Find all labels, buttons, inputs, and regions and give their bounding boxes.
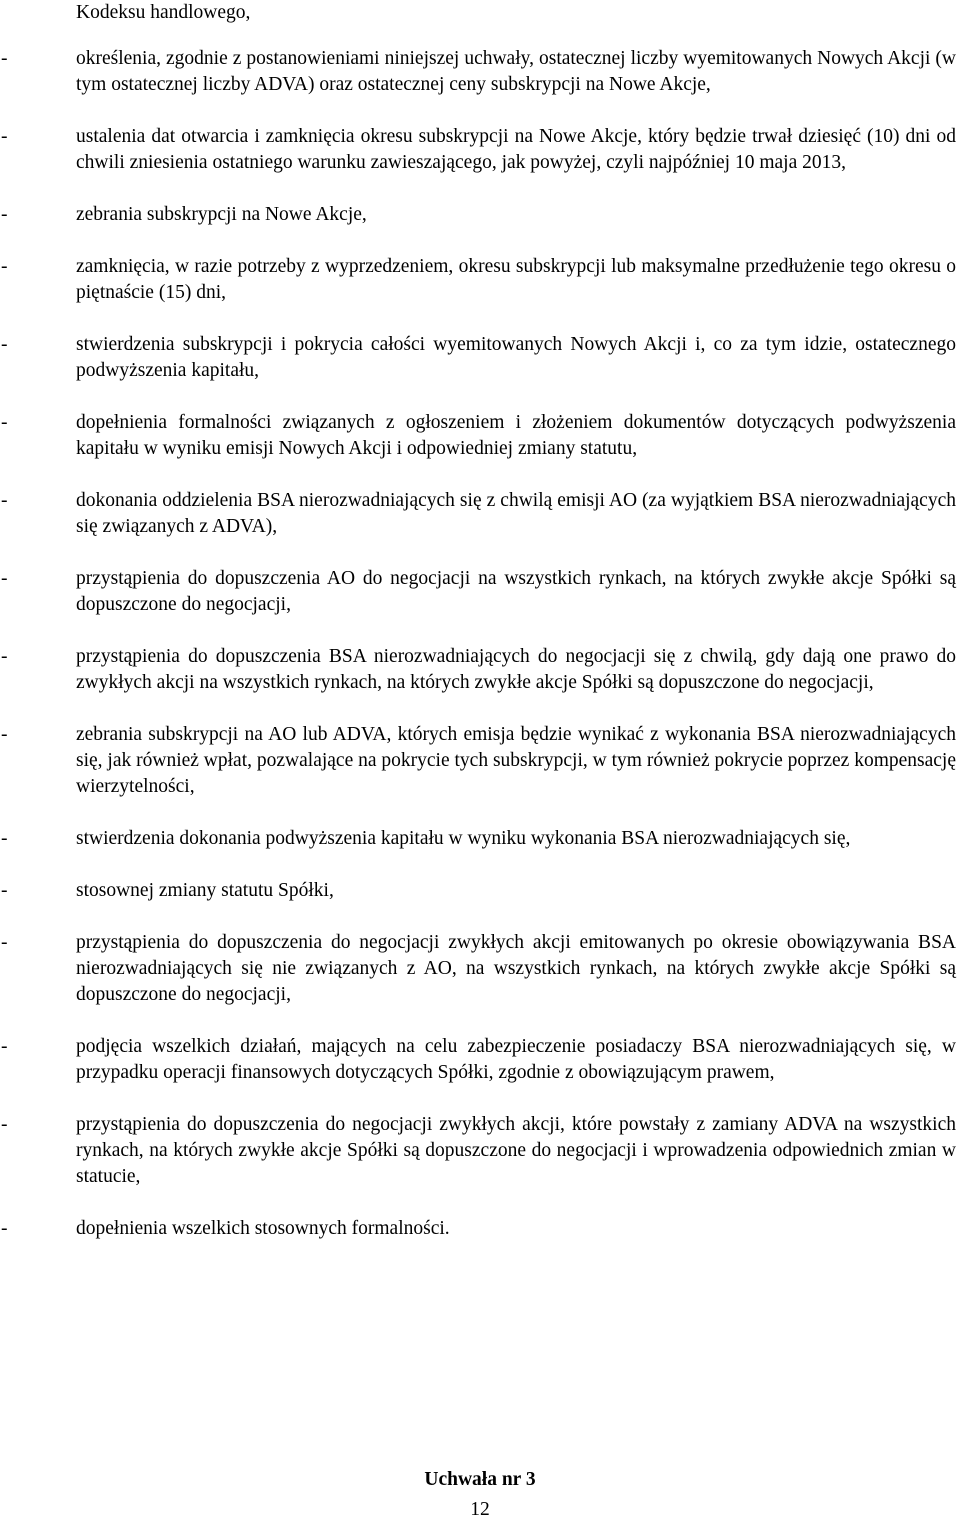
list-dash: - — [1, 412, 8, 433]
authorization-list — [0, 46, 960, 1268]
list-item-text: przystąpienia do dopuszczenia AO do negocjacji na wszystkich rynkach, na których zwykłe akcje Spółki są dopuszczone do negocjacji, — [76, 568, 956, 615]
list-item — [0, 826, 960, 852]
list-dash: - — [1, 490, 8, 511]
intro-line: Kodeksu handlowego, — [76, 2, 251, 23]
list-dash: - — [1, 646, 8, 667]
list-dash: - — [1, 1036, 8, 1057]
list-dash: - — [1, 828, 8, 849]
list-item-text: stwierdzenia subskrypcji i pokrycia całości wyemitowanych Nowych Akcji i, co za tym idzie, ostatecznego podwyższenia kapitału, — [76, 334, 956, 381]
list-dash: - — [1, 932, 8, 953]
list-item — [0, 46, 960, 98]
list-item-text: dokonania oddzielenia BSA nierozwadniających się z chwilą emisji AO (za wyjątkiem BSA nierozwadniających się związanych z ADVA), — [76, 490, 956, 537]
list-item — [0, 1034, 960, 1086]
list-item — [0, 124, 960, 176]
list-item — [0, 332, 960, 384]
list-item — [0, 254, 960, 306]
list-item-text: przystąpienia do dopuszczenia do negocjacji zwykłych akcji emitowanych po okresie obowiązywania BSA nierozwadniających się nie związanych z AO, na wszystkich rynkach, na których zwykłe akcje Spółki są dopuszczone do negocjacji, — [76, 932, 956, 1005]
list-item — [0, 722, 960, 800]
list-item — [0, 488, 960, 540]
list-dash: - — [1, 1114, 8, 1135]
list-item-text: stosownej zmiany statutu Spółki, — [76, 880, 334, 901]
list-item-text: przystąpienia do dopuszczenia do negocjacji zwykłych akcji, które powstały z zamiany ADVA na wszystkich rynkach, na których zwykłe akcje Spółki są dopuszczone do negocjacji i wprowadzenia odpowiednich zmian w statucie, — [76, 1114, 956, 1187]
list-item — [0, 644, 960, 696]
list-dash: - — [1, 334, 8, 355]
list-item-text: zamknięcia, w razie potrzeby z wyprzedzeniem, okresu subskrypcji lub maksymalne przedłużenie tego okresu o piętnaście (15) dni, — [76, 256, 956, 303]
list-item — [0, 202, 960, 228]
list-item-text: przystąpienia do dopuszczenia BSA nierozwadniających do negocjacji się z chwilą, gdy dają one prawo do zwykłych akcji na wszystkich rynkach, na których zwykłe akcje Spółki są dopuszczone do negocjacji, — [76, 646, 956, 693]
list-item-text: podjęcia wszelkich działań, mających na celu zabezpieczenie posiadaczy BSA nierozwadniających się, w przypadku operacji finansowych dotyczących Spółki, zgodnie z obowiązującym prawem, — [76, 1036, 956, 1083]
list-dash: - — [1, 48, 8, 69]
list-dash: - — [1, 1218, 8, 1239]
list-item — [0, 930, 960, 1008]
list-dash: - — [1, 880, 8, 901]
list-dash: - — [1, 256, 8, 277]
list-item — [0, 1216, 960, 1242]
resolution-heading: Uchwała nr 3 — [424, 1469, 536, 1490]
list-item-text: stwierdzenia dokonania podwyższenia kapitału w wyniku wykonania BSA nierozwadniających się, — [76, 828, 851, 849]
list-dash: - — [1, 568, 8, 589]
list-dash: - — [1, 204, 8, 225]
page-number: 12 — [470, 1499, 490, 1520]
list-item — [0, 410, 960, 462]
list-item-text: określenia, zgodnie z postanowieniami niniejszej uchwały, ostatecznej liczby wyemitowanych Nowych Akcji (w tym ostatecznej liczby ADVA) oraz ostatecznej ceny subskrypcji na Nowe Akcje, — [76, 48, 956, 95]
list-item — [0, 878, 960, 904]
list-item — [0, 1112, 960, 1190]
list-item-text: ustalenia dat otwarcia i zamknięcia okresu subskrypcji na Nowe Akcje, który będzie trwał dziesięć (10) dni od chwili zniesienia ostatniego warunku zawieszającego, jak powyżej, czyli najpóźniej 10 maja 2013, — [76, 126, 956, 173]
list-item — [0, 566, 960, 618]
list-dash: - — [1, 126, 8, 147]
list-item-text: zebrania subskrypcji na AO lub ADVA, których emisja będzie wynikać z wykonania BSA nierozwadniających się, jak również wpłat, pozwalające na pokrycie tych subskrypcji, w tym również pokrycie poprzez kompensację wierzytelności, — [76, 724, 956, 797]
list-item-text: zebrania subskrypcji na Nowe Akcje, — [76, 204, 367, 225]
list-item-text: dopełnienia wszelkich stosownych formalności. — [76, 1218, 450, 1239]
list-item-text: dopełnienia formalności związanych z ogłoszeniem i złożeniem dokumentów dotyczących podwyższenia kapitału w wyniku emisji Nowych Akcji i odpowiedniej zmiany statutu, — [76, 412, 956, 459]
list-dash: - — [1, 724, 8, 745]
